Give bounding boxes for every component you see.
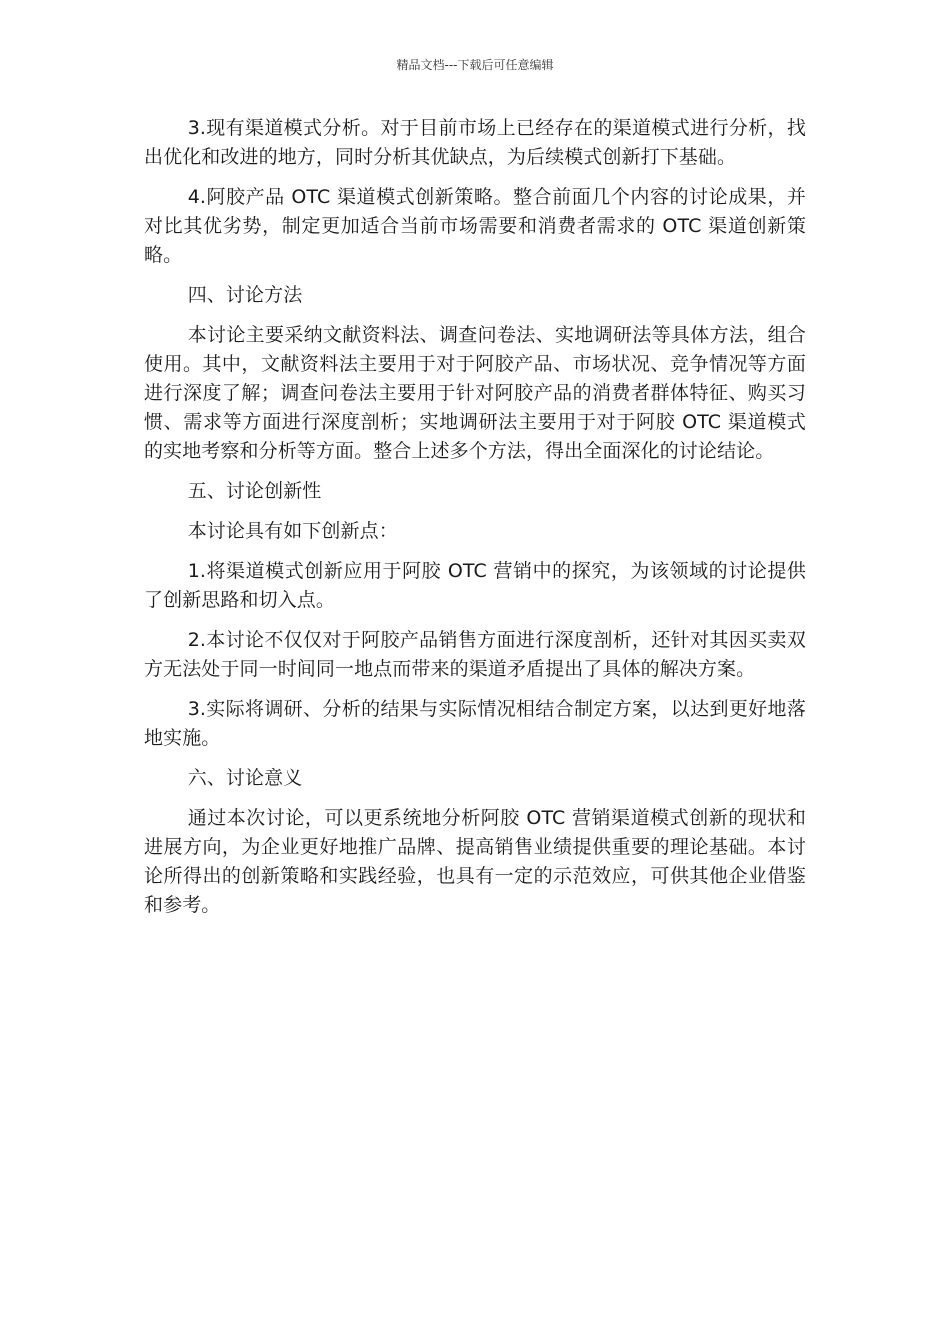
paragraph-otc-innovation-strategy: 4.阿胶产品 OTC 渠道模式创新策略。整合前面几个内容的讨论成果，并对比其优劣势，制定更加适合当前市场需要和消费者需求的 OTC 渠道创新策略。 bbox=[144, 186, 806, 266]
paragraph-innovation-intro: 本讨论具有如下创新点： bbox=[187, 520, 398, 542]
section-heading-innovation: 五、讨论创新性 bbox=[187, 480, 322, 502]
document-body bbox=[144, 114, 806, 931]
page-header: 精品文档---下载后可任意编辑 bbox=[396, 58, 554, 72]
paragraph-innovation-point-1: 1.将渠道模式创新应用于阿胶 OTC 营销中的探究，为该领域的讨论提供了创新思路和切入点。 bbox=[144, 560, 806, 611]
paragraph-innovation-point-3: 3.实际将调研、分析的结果与实际情况相结合制定方案，以达到更好地落地实施。 bbox=[144, 698, 806, 749]
paragraph-significance: 通过本次讨论，可以更系统地分析阿胶 OTC 营销渠道模式创新的现状和进展方向，为企业更好地推广品牌、提高销售业绩提供重要的理论基础。本讨论所得出的创新策略和实践经验，也具有一定的示范效应，可供其他企业借鉴和参考。 bbox=[144, 807, 806, 916]
section-heading-methods: 四、讨论方法 bbox=[187, 284, 303, 306]
section-heading-significance: 六、讨论意义 bbox=[187, 767, 303, 789]
paragraph-methods: 本讨论主要采纳文献资料法、调查问卷法、实地调研法等具体方法，组合使用。其中，文献资料法主要用于对于阿胶产品、市场状况、竞争情况等方面进行深度了解；调查问卷法主要用于针对阿胶产品的消费者群体特征、购买习惯、需求等方面进行深度剖析；实地调研法主要用于对于阿胶 OTC 渠道模式的实地考察和分析等方面。整合上述多个方法，得出全面深化的讨论结论。 bbox=[144, 324, 806, 462]
paragraph-existing-channel-analysis: 3.现有渠道模式分析。对于目前市场上已经存在的渠道模式进行分析，找出优化和改进的地方，同时分析其优缺点，为后续模式创新打下基础。 bbox=[144, 117, 806, 168]
paragraph-innovation-point-2: 2.本讨论不仅仅对于阿胶产品销售方面进行深度剖析，还针对其因买卖双方无法处于同一时间同一地点而带来的渠道矛盾提出了具体的解决方案。 bbox=[144, 629, 806, 680]
